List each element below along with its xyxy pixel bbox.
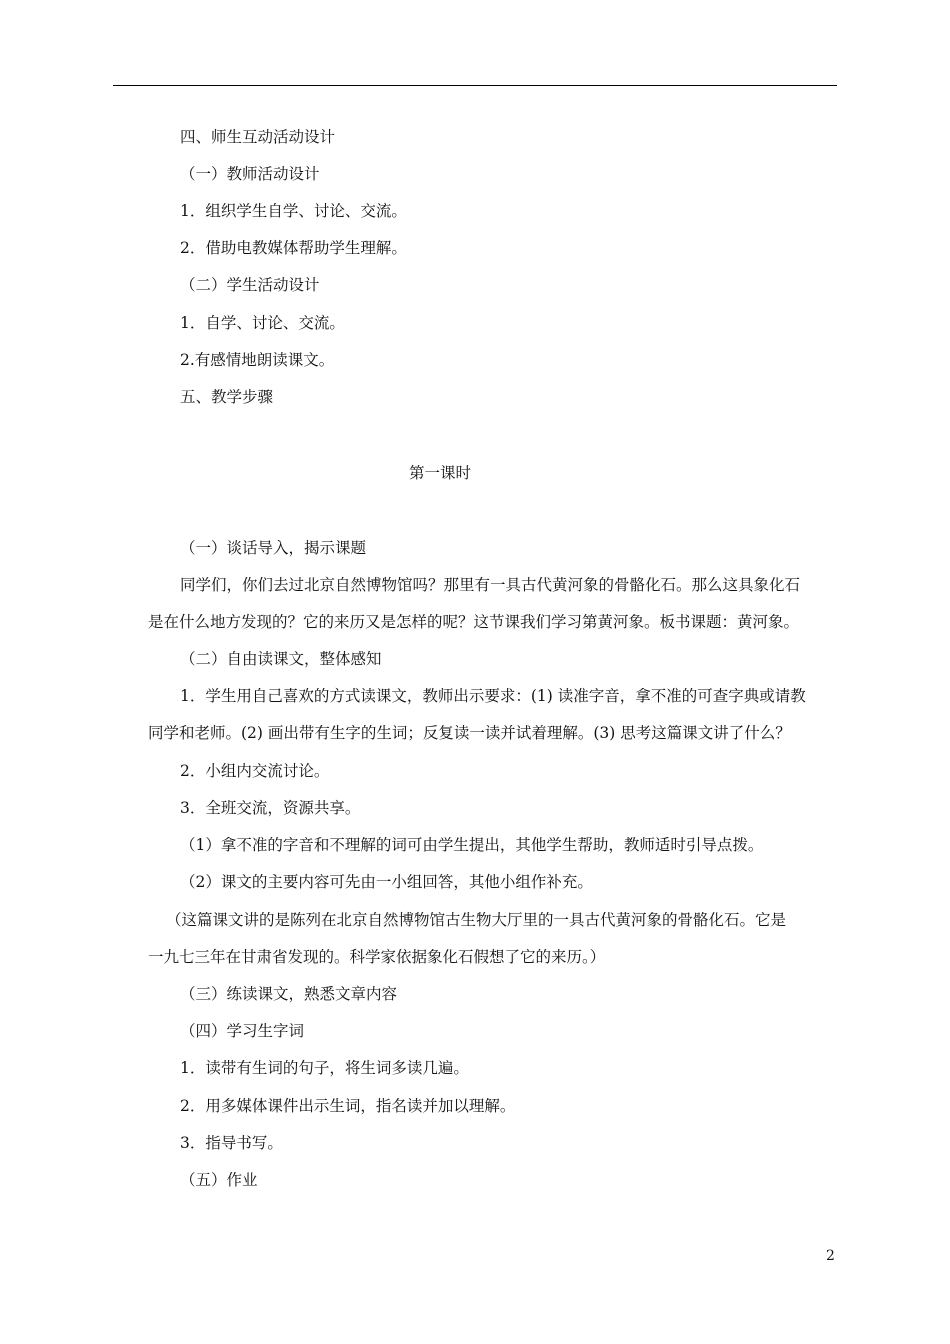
paragraph-line: （这篇课文讲的是陈列在北京自然博物馆古生物大厅里的一具古代黄河象的骨骼化石。它是 bbox=[166, 911, 787, 929]
subsection-heading: （二）自由读课文，整体感知 bbox=[180, 650, 382, 668]
subsection-heading: （一）教师活动设计 bbox=[180, 165, 320, 183]
paragraph-line: 一九七三年在甘肃省发现的。科学家依据象化石假想了它的来历。） bbox=[148, 948, 606, 966]
list-item: 1．读带有生词的句子，将生词多读几遍。 bbox=[180, 1059, 469, 1077]
list-item: （2）课文的主要内容可先由一小组回答，其他小组作补充。 bbox=[180, 873, 593, 891]
list-item: （1）拿不准的字音和不理解的词可由学生提出，其他学生帮助，教师适时引导点拨。 bbox=[180, 836, 764, 854]
list-item: 2．借助电教媒体帮助学生理解。 bbox=[180, 239, 407, 257]
list-item: 3．指导书写。 bbox=[180, 1134, 283, 1152]
page-number: 2 bbox=[826, 1248, 835, 1264]
subsection-heading: （四）学习生字词 bbox=[180, 1022, 305, 1040]
list-item: 3．全班交流，资源共享。 bbox=[180, 799, 361, 817]
paragraph-line: 1．学生用自己喜欢的方式读课文，教师出示要求：(1) 读准字音，拿不准的可查字典或请教 bbox=[180, 687, 806, 705]
subsection-heading: （二）学生活动设计 bbox=[180, 276, 320, 294]
list-item: 1．自学、讨论、交流。 bbox=[180, 314, 345, 332]
paragraph-line: 是在什么地方发现的？它的来历又是怎样的呢？这节课我们学习第黄河象。板书课题：黄河象。 bbox=[148, 613, 800, 631]
subsection-heading: （三）练读课文，熟悉文章内容 bbox=[180, 985, 398, 1003]
subsection-heading: （一）谈话导入，揭示课题 bbox=[180, 539, 367, 557]
list-item: 2.有感情地朗读课文。 bbox=[180, 351, 335, 369]
subsection-heading: （五）作业 bbox=[180, 1171, 258, 1189]
lesson-title: 第一课时 bbox=[408, 464, 471, 482]
list-item: 2．用多媒体课件出示生词，指名读并加以理解。 bbox=[180, 1097, 516, 1115]
paragraph-line: 同学们，你们去过北京自然博物馆吗？那里有一具古代黄河象的骨骼化石。那么这具象化石 bbox=[180, 576, 801, 594]
list-item: 2．小组内交流讨论。 bbox=[180, 762, 330, 780]
section-heading: 五、教学步骤 bbox=[180, 388, 274, 406]
section-heading: 四、师生互动活动设计 bbox=[180, 128, 336, 146]
header-rule bbox=[113, 85, 837, 86]
list-item: 1．组织学生自学、讨论、交流。 bbox=[180, 202, 407, 220]
paragraph-line: 同学和老师。(2) 画出带有生字的生词；反复读一读并试着理解。(3) 思考这篇课文讲了什么？ bbox=[148, 724, 791, 742]
